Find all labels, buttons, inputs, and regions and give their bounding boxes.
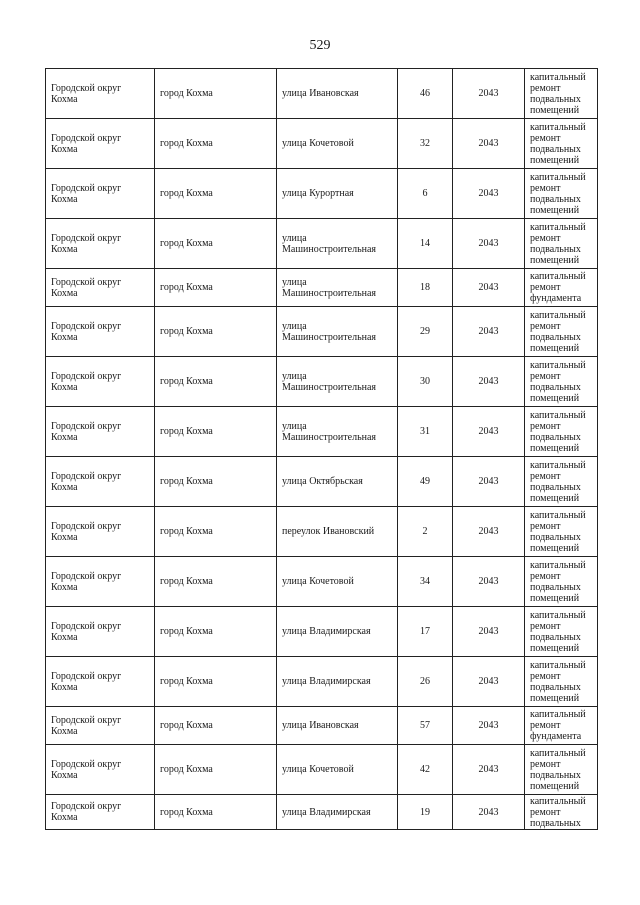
work-type-text: капитальный ремонт подвальных помещений — [530, 609, 586, 654]
table-row — [46, 607, 598, 657]
work-type-text: капитальный ремонт подвальных помещений — [530, 459, 586, 504]
table-row — [46, 69, 598, 119]
street-cell: улица Машиностроительная — [277, 219, 398, 269]
year-cell: 2043 — [453, 307, 525, 357]
house-number-cell: 46 — [398, 69, 453, 119]
city-cell: город Кохма — [155, 357, 277, 407]
work-type-text: капитальный ремонт подвальных помещений — [530, 359, 586, 404]
district-cell: Городской округ Кохма — [46, 745, 155, 795]
work-type-cell — [525, 557, 598, 607]
work-type-text: капитальный ремонт подвальных помещений — [530, 221, 586, 266]
work-type-cell — [525, 307, 598, 357]
city-cell: город Кохма — [155, 745, 277, 795]
work-type-text: капитальный ремонт подвальных помещений — [530, 509, 586, 554]
city-cell: город Кохма — [155, 795, 277, 830]
table-row — [46, 557, 598, 607]
city-cell: город Кохма — [155, 69, 277, 119]
year-cell: 2043 — [453, 707, 525, 745]
district-cell: Городской округ Кохма — [46, 457, 155, 507]
table-row — [46, 307, 598, 357]
work-type-text: капитальный ремонт подвальных помещений — [530, 747, 586, 792]
street-cell: улица Кочетовой — [277, 119, 398, 169]
house-number-cell: 18 — [398, 269, 453, 307]
house-number-cell: 2 — [398, 507, 453, 557]
year-cell: 2043 — [453, 657, 525, 707]
city-cell: город Кохма — [155, 657, 277, 707]
work-type-text: капитальный ремонт подвальных помещений — [530, 659, 586, 704]
work-type-text: капитальный ремонт подвальных — [530, 795, 586, 829]
table-row — [46, 745, 598, 795]
city-cell: город Кохма — [155, 219, 277, 269]
house-number-cell: 17 — [398, 607, 453, 657]
city-cell: город Кохма — [155, 119, 277, 169]
district-cell: Городской округ Кохма — [46, 219, 155, 269]
district-cell: Городской округ Кохма — [46, 119, 155, 169]
district-cell: Городской округ Кохма — [46, 557, 155, 607]
street-cell: улица Машиностроительная — [277, 407, 398, 457]
city-cell: город Кохма — [155, 407, 277, 457]
table-row — [46, 269, 598, 307]
street-cell: улица Кочетовой — [277, 745, 398, 795]
district-cell: Городской округ Кохма — [46, 169, 155, 219]
work-type-text: капитальный ремонт подвальных помещений — [530, 309, 586, 354]
city-cell: город Кохма — [155, 457, 277, 507]
year-cell: 2043 — [453, 219, 525, 269]
street-cell: улица Машиностроительная — [277, 269, 398, 307]
district-cell: Городской округ Кохма — [46, 69, 155, 119]
house-number-cell: 29 — [398, 307, 453, 357]
street-cell: улица Владимирская — [277, 607, 398, 657]
work-type-cell — [525, 507, 598, 557]
work-type-cell — [525, 745, 598, 795]
work-type-cell — [525, 169, 598, 219]
street-cell: улица Владимирская — [277, 795, 398, 830]
work-type-cell — [525, 457, 598, 507]
page-number: 529 — [309, 38, 331, 53]
street-cell: переулок Ивановский — [277, 507, 398, 557]
year-cell: 2043 — [453, 69, 525, 119]
work-type-cell — [525, 69, 598, 119]
work-type-cell — [525, 657, 598, 707]
city-cell: город Кохма — [155, 707, 277, 745]
district-cell: Городской округ Кохма — [46, 507, 155, 557]
work-type-cell — [525, 407, 598, 457]
district-cell: Городской округ Кохма — [46, 307, 155, 357]
year-cell: 2043 — [453, 269, 525, 307]
work-type-text: капитальный ремонт фундамента — [530, 709, 586, 742]
work-type-text: капитальный ремонт подвальных помещений — [530, 121, 586, 166]
table-row — [46, 657, 598, 707]
work-type-cell — [525, 119, 598, 169]
year-cell: 2043 — [453, 169, 525, 219]
district-cell: Городской округ Кохма — [46, 657, 155, 707]
table-row — [46, 507, 598, 557]
city-cell: город Кохма — [155, 607, 277, 657]
work-type-text: капитальный ремонт подвальных помещений — [530, 71, 586, 116]
work-type-cell — [525, 269, 598, 307]
district-cell: Городской округ Кохма — [46, 407, 155, 457]
city-cell: город Кохма — [155, 507, 277, 557]
street-cell: улица Машиностроительная — [277, 307, 398, 357]
table-row — [46, 407, 598, 457]
work-type-text: капитальный ремонт подвальных помещений — [530, 171, 586, 216]
house-number-cell: 42 — [398, 745, 453, 795]
house-number-cell: 49 — [398, 457, 453, 507]
city-cell: город Кохма — [155, 557, 277, 607]
house-number-cell: 6 — [398, 169, 453, 219]
year-cell: 2043 — [453, 745, 525, 795]
city-cell: город Кохма — [155, 307, 277, 357]
street-cell: улица Ивановская — [277, 707, 398, 745]
year-cell: 2043 — [453, 457, 525, 507]
district-cell: Городской округ Кохма — [46, 707, 155, 745]
table-row — [46, 795, 598, 830]
district-cell: Городской округ Кохма — [46, 357, 155, 407]
house-number-cell: 19 — [398, 795, 453, 830]
street-cell: улица Машиностроительная — [277, 357, 398, 407]
district-cell: Городской округ Кохма — [46, 795, 155, 830]
street-cell: улица Октябрьская — [277, 457, 398, 507]
house-number-cell: 14 — [398, 219, 453, 269]
repair-schedule-table — [45, 68, 598, 830]
work-type-cell — [525, 357, 598, 407]
year-cell: 2043 — [453, 607, 525, 657]
year-cell: 2043 — [453, 407, 525, 457]
work-type-cell — [525, 607, 598, 657]
year-cell: 2043 — [453, 357, 525, 407]
house-number-cell: 31 — [398, 407, 453, 457]
house-number-cell: 34 — [398, 557, 453, 607]
year-cell: 2043 — [453, 119, 525, 169]
house-number-cell: 57 — [398, 707, 453, 745]
house-number-cell: 26 — [398, 657, 453, 707]
table-row — [46, 357, 598, 407]
table-row — [46, 169, 598, 219]
work-type-text: капитальный ремонт фундамента — [530, 271, 586, 304]
year-cell: 2043 — [453, 795, 525, 830]
table-row — [46, 119, 598, 169]
table-row — [46, 219, 598, 269]
street-cell: улица Ивановская — [277, 69, 398, 119]
table-body — [46, 69, 598, 830]
work-type-cell — [525, 219, 598, 269]
district-cell: Городской округ Кохма — [46, 269, 155, 307]
city-cell: город Кохма — [155, 169, 277, 219]
city-cell: город Кохма — [155, 269, 277, 307]
work-type-cell — [525, 795, 598, 830]
year-cell: 2043 — [453, 507, 525, 557]
work-type-text: капитальный ремонт подвальных помещений — [530, 409, 586, 454]
table-row — [46, 457, 598, 507]
work-type-text: капитальный ремонт подвальных помещений — [530, 559, 586, 604]
year-cell: 2043 — [453, 557, 525, 607]
street-cell: улица Курортная — [277, 169, 398, 219]
street-cell: улица Владимирская — [277, 657, 398, 707]
district-cell: Городской округ Кохма — [46, 607, 155, 657]
house-number-cell: 32 — [398, 119, 453, 169]
house-number-cell: 30 — [398, 357, 453, 407]
work-type-cell — [525, 707, 598, 745]
table-row — [46, 707, 598, 745]
street-cell: улица Кочетовой — [277, 557, 398, 607]
